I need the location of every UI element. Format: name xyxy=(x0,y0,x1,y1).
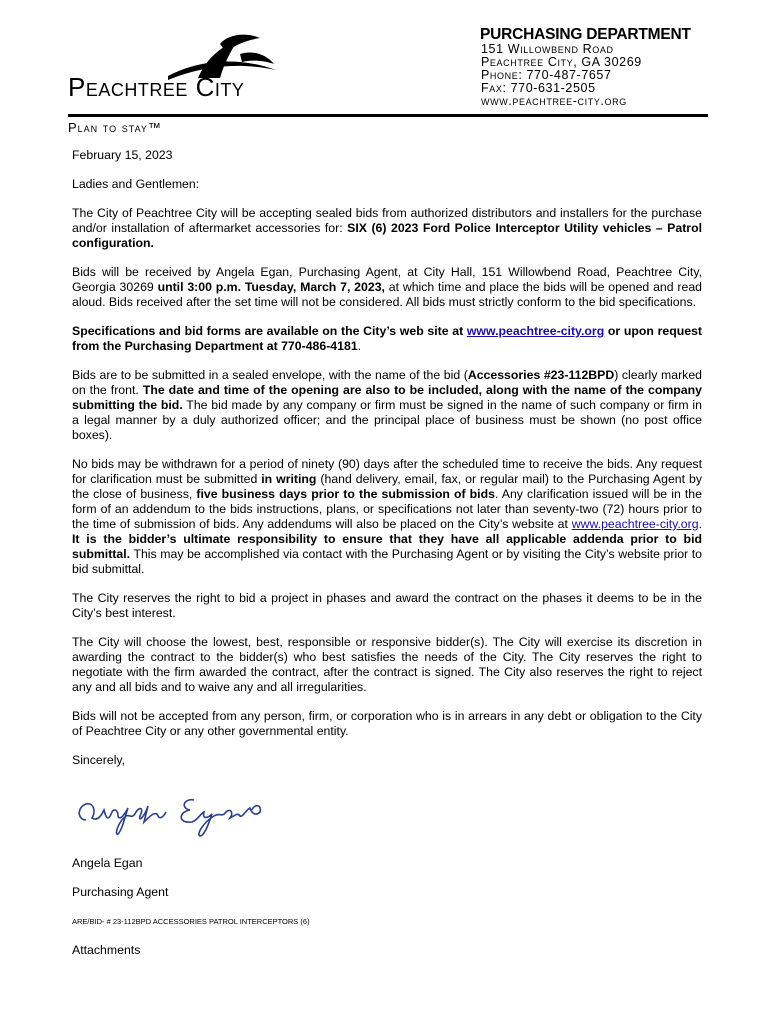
city-logo xyxy=(68,30,308,135)
address-city: Peachtree City, GA 30269 xyxy=(481,55,642,69)
signatory-name: Angela Egan xyxy=(72,856,143,870)
org-name: Peachtree City xyxy=(68,72,245,102)
letter-date: February 15, 2023 xyxy=(72,148,173,162)
paragraph-specifications: Specifications and bid forms are available on the City’s web site at www.peachtree-city.org or upon request from the Purchasing Department at 770-486-4181. xyxy=(72,324,702,353)
paragraph-phases: The City reserves the right to bid a project in phases and award the contract on the phases it deems to be in the City’s best interest. xyxy=(72,591,702,620)
signatory-title: Purchasing Agent xyxy=(72,885,169,899)
fax-number: Fax: 770-631-2505 xyxy=(481,81,596,95)
website-address: www.peachtree-city.org xyxy=(481,94,627,108)
salutation: Ladies and Gentlemen: xyxy=(72,177,200,191)
department-title: PURCHASING DEPARTMENT xyxy=(480,26,691,43)
phone-number: Phone: 770-487-7657 xyxy=(481,68,612,82)
address-street: 151 Willowbend Road xyxy=(481,42,614,56)
paragraph-withdrawal: No bids may be withdrawn for a period of ninety (90) days after the scheduled time to receive the bids. Any request for clarification must be submitted in writing (hand delivery, email, fax, or regular mail) to the Purchasing Agent by the close of business, five business days prior to the submission of bids. Any clarification issued will be in the form of an addendum to the bids instructions, plans, or specifications not later than seventy-two (72) hours prior to the time of submission of bids. Any addendums will also be placed on the City’s website at www.peachtree-city.org. It is the bidder’s ultimate responsibility to ensure that they have all applicable addenda prior to bid submittal. This may be accomplished via contact with the Purchasing Agent or by visiting the City’s website prior to bid submittal. xyxy=(72,457,702,576)
website-link-addenda[interactable]: www.peachtree-city.org xyxy=(571,517,699,531)
paragraph-arrears: Bids will not be accepted from any person, firm, or corporation who is in arrears in any debt or obligation to the City of Peachtree City or any other governmental entity. xyxy=(72,709,702,738)
org-tagline: Plan to stay™ xyxy=(68,120,162,135)
closing: Sincerely, xyxy=(72,753,126,767)
reference-line: ARE/BID- # 23-112BPD ACCESSORIES PATROL INTERCEPTORS (6) xyxy=(72,917,310,926)
header-divider xyxy=(68,114,708,117)
handwritten-signature xyxy=(74,782,702,840)
paragraph-envelope: Bids are to be submitted in a sealed envelope, with the name of the bid (Accessories #23-112BPD) clearly marked on the front. The date and time of the opening are also to be included, along with the name of the company submitting the bid. The bid made by any company or firm must be signed in the name of such company or firm in a legal manner by a duly authorized officer; and the principal place of business must be shown (no post office boxes). xyxy=(72,368,703,442)
attachments-label: Attachments xyxy=(72,943,141,957)
website-link[interactable]: www.peachtree-city.org xyxy=(466,324,605,338)
paragraph-bid-receipt: Bids will be received by Angela Egan, Purchasing Agent, at City Hall, 151 Willowbend Road, Peachtree City, Georgia 30269 until 3:00 p.m. Tuesday, March 7, 2023, at which time and place the bids will be opened and read aloud. Bids received after the set time will not be considered. All bids must strictly conform to the bid specifications. xyxy=(72,265,702,309)
letter-body xyxy=(72,148,702,972)
paragraph-award: The City will choose the lowest, best, responsible or responsive bidder(s). The City will exercise its discretion in awarding the contract to the bidder(s) who best satisfies the needs of the City. The City reserves the right to negotiate with the firm awarded the contract, after the contract is signed. The City also reserves the right to reject any and all bids and to waive any and all irregularities. xyxy=(72,635,702,694)
paragraph-intro: The City of Peachtree City will be accepting sealed bids from authorized distributors and installers for the purchase and/or installation of aftermarket accessories for: SIX (6) 2023 Ford Police Interceptor Utility vehicles – Patrol configuration. xyxy=(72,206,702,250)
